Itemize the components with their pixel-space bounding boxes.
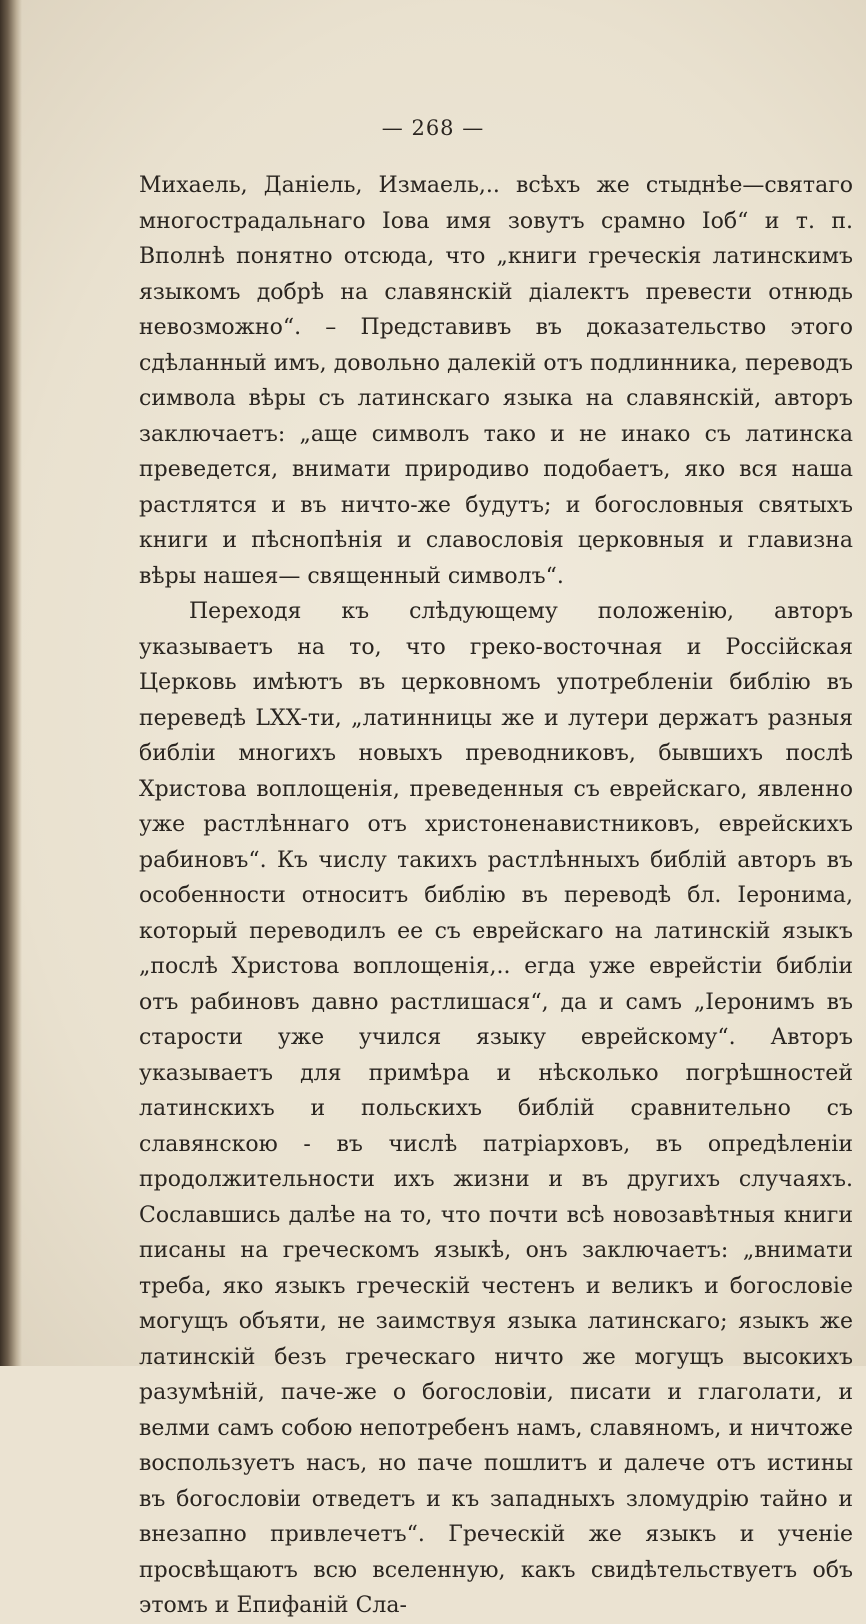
body-text <box>139 168 853 1624</box>
paragraph: Переходя къ слѣдующему положенію, авторъ указываетъ на то, что греко-восточная и Россійская Церковь имѣютъ въ церковномъ употребленіи библію въ переведѣ LXX-ти, „латинницы же и лутери держатъ разныя библіи многихъ новыхъ преводниковъ, бывшихъ послѣ Христова воплощенія, преведенныя съ еврейскаго, явленно уже растлѣннаго отъ христоненавистниковъ, еврейскихъ рабиновъ“. Къ числу такихъ растлѣнныхъ библій авторъ въ особенности относитъ библію въ переводѣ бл. Іеронима, который переводилъ ее съ еврейскаго на латинскій языкъ „послѣ Христова воплощенія,.. егда уже еврейстіи библіи отъ рабиновъ давно растлишася“, да и самъ „Іеронимъ въ старости уже учился языку еврейскому“. Авторъ указываетъ для примѣра и нѣсколько погрѣшностей латинскихъ и польскихъ библій сравнительно съ славянскою - въ числѣ патріарховъ, въ опредѣленіи продолжительности ихъ жизни и въ другихъ случаяхъ. Сославшись далѣе на то, что почти всѣ новозавѣтныя книги писаны на греческомъ языкѣ, онъ заключаетъ: „внимати треба, яко языкъ греческій честенъ и великъ и богословіе могущъ объяти, не заимствуя языка латинскаго; языкъ же латинскій безъ греческаго ничто же могущъ высокихъ разумѣній, паче-же о богословіи, писати и глаголати, и велми самъ собою непотребенъ намъ, славяномъ, и ничтоже воспользуетъ насъ, но паче пошлитъ и далече отъ истины въ богословіи отведетъ и къ западныхъ зломудрію тайно и внезапно привлечетъ“. Греческій же языкъ и ученіе просвѣщаютъ всю вселенную, какъ свидѣтельствуетъ объ этомъ и Епифаній Сла- <box>139 599 853 1618</box>
paragraph-continuation: Михаель, Даніель, Измаель,.. всѣхъ же стыднѣе—святаго многострадальнаго Іова имя зовутъ срамно Іоб“ и т. п. Вполнѣ понятно отсюда, что „книги греческія латинскимъ языкомъ добрѣ на славянскій діалектъ превести отнюдь невозможно“. – Представивъ въ доказательство этого сдѣланный имъ, довольно далекій отъ подлинника, переводъ символа вѣры съ латинскаго языка на славянскій, авторъ заключаетъ: „аще символъ тако и не инако съ латинска преведется, внимати природиво подобаетъ, яко вся наша растлятся и въ ничто-же будутъ; и богословныя святыхъ книги и пѣснопѣнія и славословія церковныя и главизна вѣры нашея— священный символъ“. <box>139 173 853 589</box>
book-spine-shadow <box>0 0 22 1366</box>
page-number: — 268 — <box>381 116 485 140</box>
